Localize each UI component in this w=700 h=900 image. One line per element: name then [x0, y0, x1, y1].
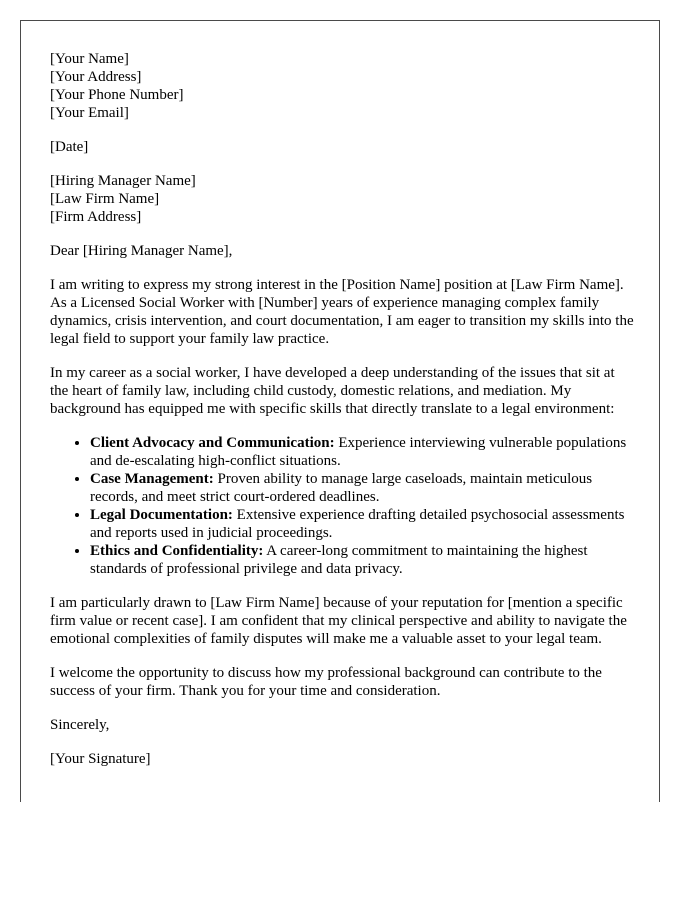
skill-item [90, 470, 635, 506]
paragraph-intro: I am writing to express my strong interest in the [Position Name] position at [Law Firm Name]. As a Licensed Social Worker with [Number] years of experience managing complex family dynamics, crisis intervention, and court documentation, I am eager to transition my skills into the legal field to support your family law practice. [50, 277, 634, 347]
skill-title: Legal Documentation: [90, 507, 233, 523]
skill-title: Client Advocacy and Communication: [90, 435, 335, 451]
signoff: Sincerely, [50, 717, 110, 733]
skill-text: Proven ability to manage large caseloads, maintain meticulous records, and meet strict court-ordered deadlines. [90, 471, 593, 505]
letter-date: [Date] [50, 139, 89, 155]
recipient-address: [Firm Address] [50, 209, 142, 225]
recipient-block [50, 172, 635, 226]
skill-item [90, 506, 635, 542]
paragraph-closing: I welcome the opportunity to discuss how my professional background can contribute to the success of your firm. Thank you for your time and consideration. [50, 665, 602, 699]
sender-block [50, 50, 635, 122]
recipient-firm: [Law Firm Name] [50, 191, 160, 207]
skill-item [90, 434, 635, 470]
signature-block [50, 750, 635, 768]
sender-address: [Your Address] [50, 69, 142, 85]
letter-page [20, 20, 660, 802]
skill-text: A career-long commitment to maintaining the highest standards of professional privilege and data privacy. [90, 543, 588, 577]
skill-text: Extensive experience drafting detailed psychosocial assessments and reports used in judicial proceedings. [90, 507, 625, 541]
date-block [50, 138, 635, 156]
sender-phone: [Your Phone Number] [50, 87, 184, 103]
skill-item [90, 542, 635, 578]
sender-name: [Your Name] [50, 51, 129, 67]
skill-title: Ethics and Confidentiality: [90, 543, 264, 559]
salutation: Dear [Hiring Manager Name], [50, 243, 233, 259]
letter-content [50, 50, 635, 768]
recipient-name: [Hiring Manager Name] [50, 173, 196, 189]
skill-title: Case Management: [90, 471, 214, 487]
paragraph-drawn: I am particularly drawn to [Law Firm Name] because of your reputation for [mention a specific firm value or recent case]. I am confident that my clinical perspective and ability to navigate the emotional complexities of family disputes will make me a valuable asset to your legal team. [50, 595, 627, 647]
sender-email: [Your Email] [50, 105, 129, 121]
paragraph-career: In my career as a social worker, I have developed a deep understanding of the issues that sit at the heart of family law, including child custody, domestic relations, and mediation. My background has equipped me with specific skills that directly translate to a legal environment: [50, 365, 615, 417]
skills-list [50, 434, 635, 578]
skill-text: Experience interviewing vulnerable populations and de-escalating high-conflict situations. [90, 435, 627, 469]
signature: [Your Signature] [50, 751, 151, 767]
